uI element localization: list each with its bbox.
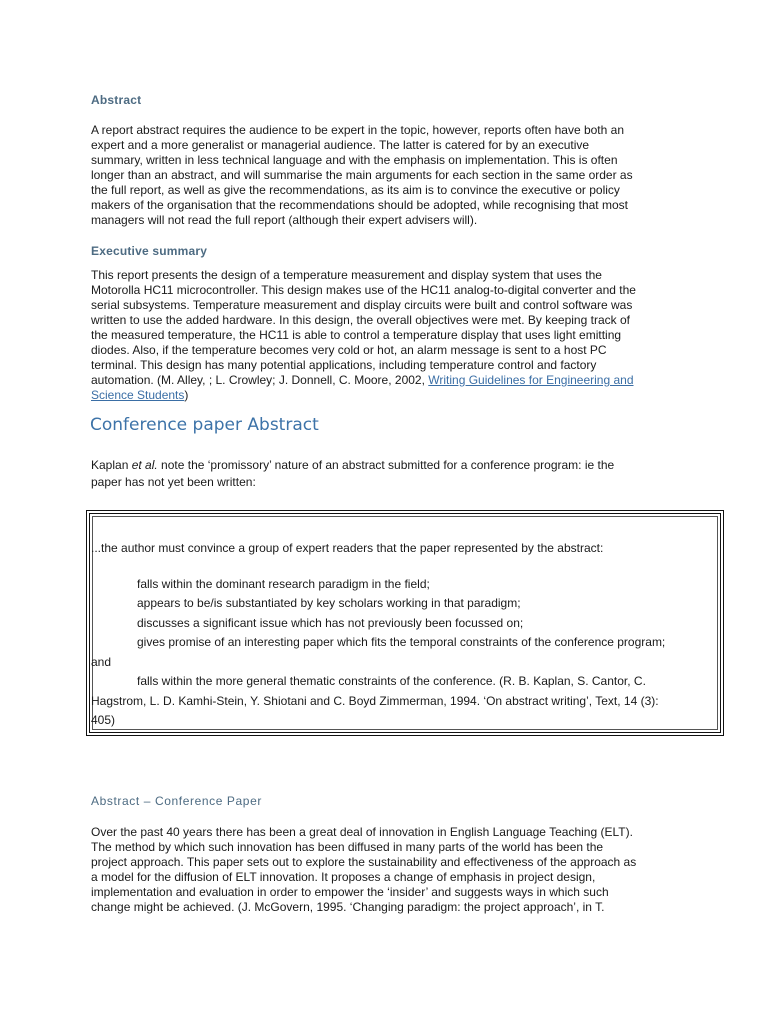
paragraph-line: terminal. This design has many potential applications, including temperature control and factory	[91, 358, 597, 372]
intro-line: paper has not yet been written:	[91, 475, 256, 489]
paragraph-line: Motorolla HC11 microcontroller. This design makes use of the HC11 analog-to-digital converter and the	[91, 283, 636, 297]
citation-text: automation. (M. Alley, ; L. Crowley; J. Donnell, C. Moore, 2002,	[91, 373, 429, 387]
paragraph-line: makers of the organisation that the recommendations should be adopted, while recognising that most	[91, 198, 628, 212]
paragraph-line: managers will not read the full report (although their expert advisers will).	[91, 213, 478, 227]
citation-line	[91, 373, 681, 388]
conference-paper-heading: Abstract – Conference Paper	[91, 794, 262, 808]
quote-item: appears to be/is substantiated by key scholars working in that paradigm;	[137, 596, 521, 610]
paragraph-line: implementation and evaluation in order to empower the ‘insider’ and suggests ways in which such	[91, 885, 609, 899]
quote-lead: ...the author must convince a group of expert readers that the paper represented by the abstract:	[91, 541, 604, 555]
paragraph-line: the measured temperature, the HC11 is able to control a temperature display that uses light emitting	[91, 328, 622, 342]
intro-line	[91, 457, 681, 474]
conference-paper-paragraph	[91, 825, 681, 915]
intro-et-al: et al.	[131, 458, 158, 472]
paragraph-line: diodes. Also, if the temperature becomes very cold or hot, an alarm message is sent to a host PC	[91, 343, 607, 357]
quote-item: discusses a significant issue which has not previously been focussed on;	[137, 616, 524, 630]
paragraph-line: a model for the diffusion of ELT innovation. It proposes a change of emphasis in project design,	[91, 870, 596, 884]
executive-summary-heading: Executive summary	[91, 244, 208, 258]
paragraph-line: expert and a more generalist or managerial audience. The latter is catered for by an executive	[91, 138, 590, 152]
paragraph-line: written to use the added hardware. In this design, the overall objectives were met. By keeping track of	[91, 313, 630, 327]
paragraph-line: Over the past 40 years there has been a great deal of innovation in English Language Teaching (ELT).	[91, 825, 633, 839]
quote-and: and	[91, 655, 112, 669]
paragraph-line: This report presents the design of a temperature measurement and display system that uses the	[91, 268, 602, 282]
conference-intro	[91, 457, 681, 491]
paragraph-line: project approach. This paper sets out to explore the sustainability and effectiveness of the approach as	[91, 855, 637, 869]
quote-item: falls within the dominant research paradigm in the field;	[137, 577, 430, 591]
writing-guidelines-link-continued[interactable]: Science Students	[91, 388, 185, 402]
conference-heading: Conference paper Abstract	[90, 415, 319, 435]
paragraph-line: longer than an abstract, and will summarise the main arguments for each section in the same order as	[91, 168, 633, 182]
citation-close: )	[184, 388, 189, 402]
paragraph-line: serial subsystems. Temperature measurement and display circuits were built and control software was	[91, 298, 633, 312]
paragraph-line: summary, written in less technical language and with the emphasis on implementation. This is often	[91, 153, 618, 167]
paragraph-line: The method by which such innovation has been diffused in many parts of the world has been the	[91, 840, 604, 854]
intro-author: Kaplan	[91, 458, 132, 472]
quote-citation: 405)	[91, 713, 116, 727]
paragraph-line: the full report, as well as give the recommendations, as its aim is to convince the executive or policy	[91, 183, 620, 197]
citation-line	[91, 388, 681, 403]
abstract-heading: Abstract	[91, 93, 142, 107]
executive-summary-paragraph	[91, 268, 681, 403]
intro-text: note the ‘promissory’ nature of an abstract submitted for a conference program: ie the	[157, 458, 615, 472]
writing-guidelines-link[interactable]: Writing Guidelines for Engineering and	[428, 373, 634, 387]
quote-item: falls within the more general thematic constraints of the conference. (R. B. Kaplan, S. Cantor, C.	[137, 674, 646, 688]
abstract-paragraph	[91, 123, 681, 228]
quote-item: gives promise of an interesting paper which fits the temporal constraints of the conference program;	[137, 635, 666, 649]
paragraph-line: change might be achieved. (J. McGovern, 1995. ‘Changing paradigm: the project approach’, in T.	[91, 900, 605, 914]
paragraph-line: A report abstract requires the audience to be expert in the topic, however, reports often have both an	[91, 123, 624, 137]
quote-citation: Hagstrom, L. D. Kamhi-Stein, Y. Shiotani and C. Boyd Zimmerman, 1994. ‘On abstract writing’, Text, 14 (3):	[91, 694, 659, 708]
